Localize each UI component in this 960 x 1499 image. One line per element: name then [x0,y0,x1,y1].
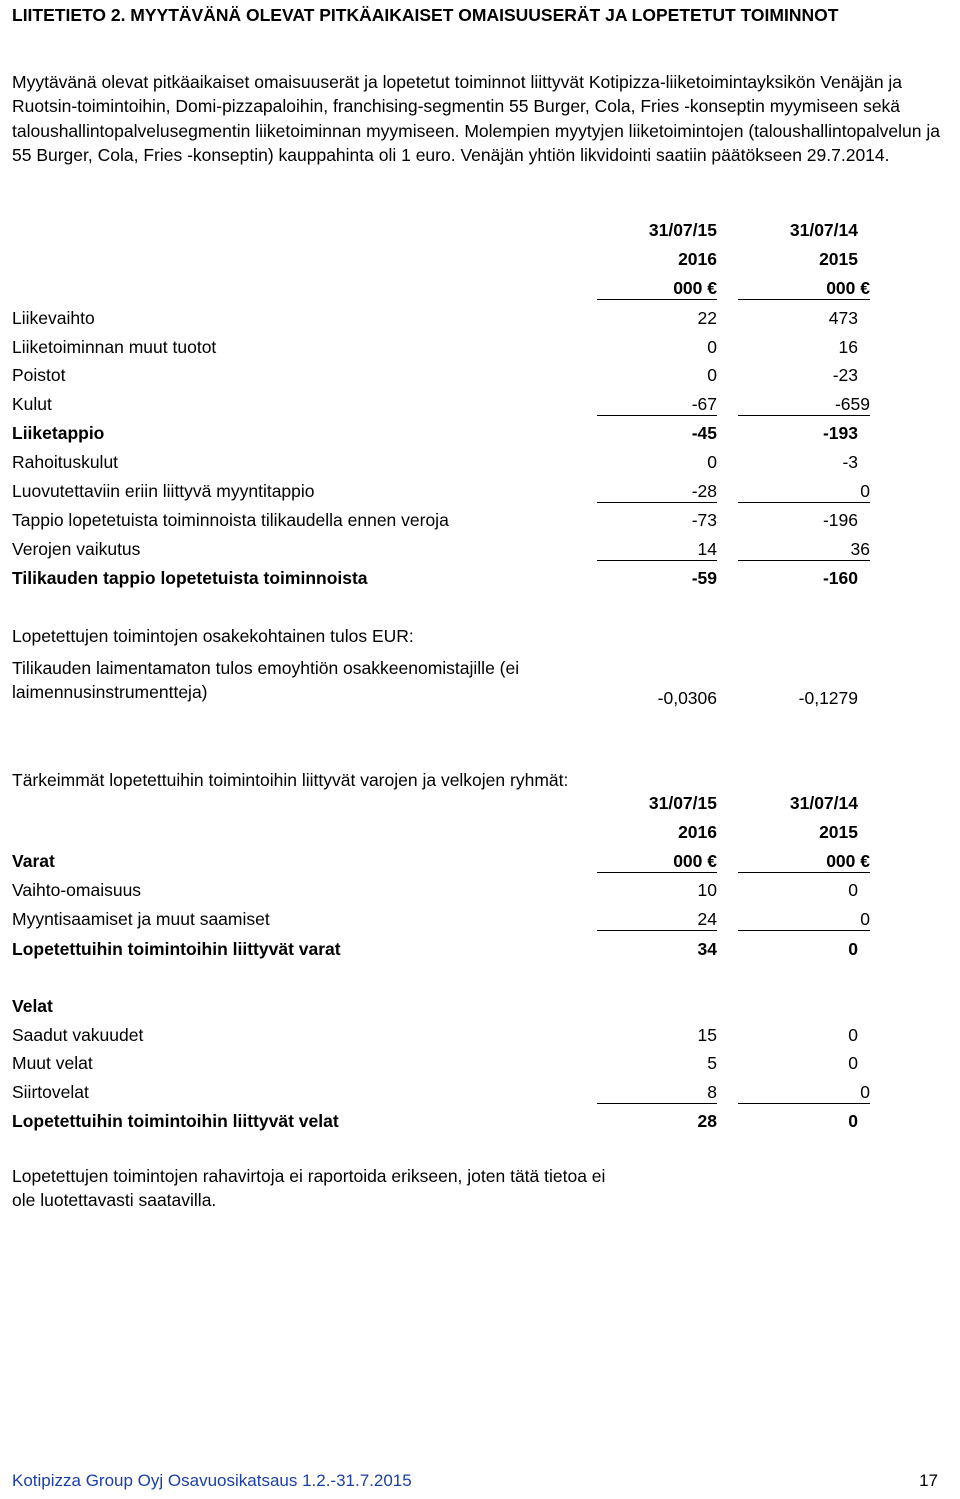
row-label: Poistot [12,365,66,385]
table-row [12,448,870,477]
row-label: Tilikauden tappio lopetetuista toiminnoista [12,568,368,588]
table-row [12,390,870,419]
col2-period: 31/07/14 [789,793,858,813]
row-value-2016: 0 [707,365,717,385]
row-value-2016: -73 [691,510,717,530]
row-value-2015: 0 [848,1025,858,1045]
row-value-2015: 0 [738,481,870,503]
row-value-2016: 34 [697,939,717,959]
col1-year: 2016 [678,822,717,842]
liabilities-section-label: Velat [12,996,53,1016]
row-label: Liiketoiminnan muut tuotot [12,337,217,357]
table-row [12,333,870,362]
row-value-2015: 16 [838,337,858,357]
row-value-2015: 0 [738,909,870,931]
row-value-2015: -160 [822,568,858,588]
row-label: Lopetettuihin toimintoihin liittyvät velat [12,1111,339,1131]
row-value-2016: 5 [707,1053,717,1073]
table-row-total [12,935,870,964]
eps-label: Tilikauden laimentamaton tulos emoyhtiön osakkeenomistajille (ei laimennusinstrumentteja) [12,658,520,702]
row-label: Myyntisaamiset ja muut saamiset [12,909,270,929]
row-value-2015: 36 [738,539,870,561]
table-row [12,1049,870,1078]
row-label: Rahoituskulut [12,452,119,472]
table2-header-unit [12,847,870,876]
eps-value-2016: -0,0306 [657,688,717,708]
col1-period: 31/07/15 [648,220,717,240]
row-label: Saadut vakuudet [12,1025,144,1045]
table-row [12,905,870,934]
liabilities-section [12,992,870,1021]
table-row [12,361,870,390]
col2-year: 2015 [819,249,858,269]
row-label: Luovutettaviin eriin liittyvä myyntitappio [12,481,315,501]
row-value-2016: -59 [691,568,717,588]
row-value-2016: 0 [707,337,717,357]
col2-unit: 000 € [738,278,870,300]
table-row [12,506,870,535]
table1-header-period [12,216,870,245]
cashflow-note: Lopetettujen toimintojen rahavirtoja ei raportoida erikseen, joten tätä tietoa ei ole luotettavasti saatavilla. [12,1166,606,1210]
row-value-2015: 0 [848,939,858,959]
col2-year: 2015 [819,822,858,842]
row-value-2016: -28 [597,481,717,503]
row-value-2016: 10 [697,880,717,900]
row-value-2015: -196 [822,510,858,530]
row-value-2016: 8 [597,1082,717,1104]
row-label: Liiketappio [12,423,105,443]
eps-values [12,684,870,713]
row-value-2015: -193 [822,423,858,443]
col1-year: 2016 [678,249,717,269]
row-value-2015: 0 [738,1082,870,1104]
row-label: Liikevaihto [12,308,95,328]
table2-header-year [12,818,870,847]
row-value-2016: -45 [691,423,717,443]
table-row [12,1021,870,1050]
row-label: Siirtovelat [12,1082,89,1102]
row-value-2015: 0 [848,1111,858,1131]
row-value-2015: -3 [842,452,858,472]
eps-heading: Lopetettujen toimintojen osakekohtainen tulos EUR: [12,626,414,646]
col2-unit: 000 € [738,851,870,873]
col2-period: 31/07/14 [789,220,858,240]
table1-header-year [12,245,870,274]
row-value-2015: 0 [848,880,858,900]
table2-heading: Tärkeimmät lopetettuihin toimintoihin liittyvät varojen ja velkojen ryhmät: [12,770,569,790]
section-title: LIITETIETO 2. MYYTÄVÄNÄ OLEVAT PITKÄAIKAISET OMAISUUSERÄT JA LOPETETUT TOIMINNOT [12,5,839,25]
row-value-2016: -67 [597,394,717,416]
col1-period: 31/07/15 [648,793,717,813]
row-label: Lopetettuihin toimintoihin liittyvät varat [12,939,341,959]
row-value-2016: 24 [597,909,717,931]
row-label: Muut velat [12,1053,93,1073]
table-row [12,876,870,905]
col1-unit: 000 € [597,851,717,873]
row-value-2015: 473 [828,308,858,328]
table-row-total [12,564,870,593]
page-number: 17 [919,1471,938,1490]
row-value-2016: 0 [707,452,717,472]
intro-paragraph: Myytävänä olevat pitkäaikaiset omaisuuserät ja lopetetut toiminnot liittyvät Kotipizza-liiketoimintayksikön Venäjän ja Ruotsin-toimintoihin, Domi-pizzapaloihin, franchising-segmentin 55 Burger, Cola, Fries -konseptin myymiseen sekä taloushallintopalvelusegmentin liiketoiminnan myymiseen. Molempien myytyjen liiketoimintojen (taloushallintopalvelun ja 55 Burger, Cola, Fries -konseptin) kauppahinta oli 1 euro. Venäjän yhtiön likvidointi saatiin päätökseen 29.7.2014. [12,72,940,165]
footer-text: Kotipizza Group Oyj Osavuosikatsaus 1.2.-31.7.2015 [12,1471,412,1490]
row-value-2015: -659 [738,394,870,416]
table-row-total [12,1107,870,1136]
eps-value-2015: -0,1279 [798,688,858,708]
table-row [12,477,870,506]
table-row [12,304,870,333]
col1-unit: 000 € [597,278,717,300]
table1-header-unit [12,274,870,303]
table-row [12,535,870,564]
assets-section-label: Varat [12,851,55,871]
row-label: Tappio lopetetuista toiminnoista tilikaudella ennen veroja [12,510,449,530]
table-row-total [12,419,870,448]
row-value-2016: 22 [697,308,717,328]
row-value-2016: 14 [597,539,717,561]
row-value-2015: 0 [848,1053,858,1073]
table2-header-period [12,789,870,818]
row-value-2016: 28 [697,1111,717,1131]
row-label: Vaihto-omaisuus [12,880,142,900]
row-label: Verojen vaikutus [12,539,141,559]
row-value-2016: 15 [697,1025,717,1045]
row-value-2015: -23 [832,365,858,385]
table-row [12,1078,870,1107]
row-label: Kulut [12,394,52,414]
